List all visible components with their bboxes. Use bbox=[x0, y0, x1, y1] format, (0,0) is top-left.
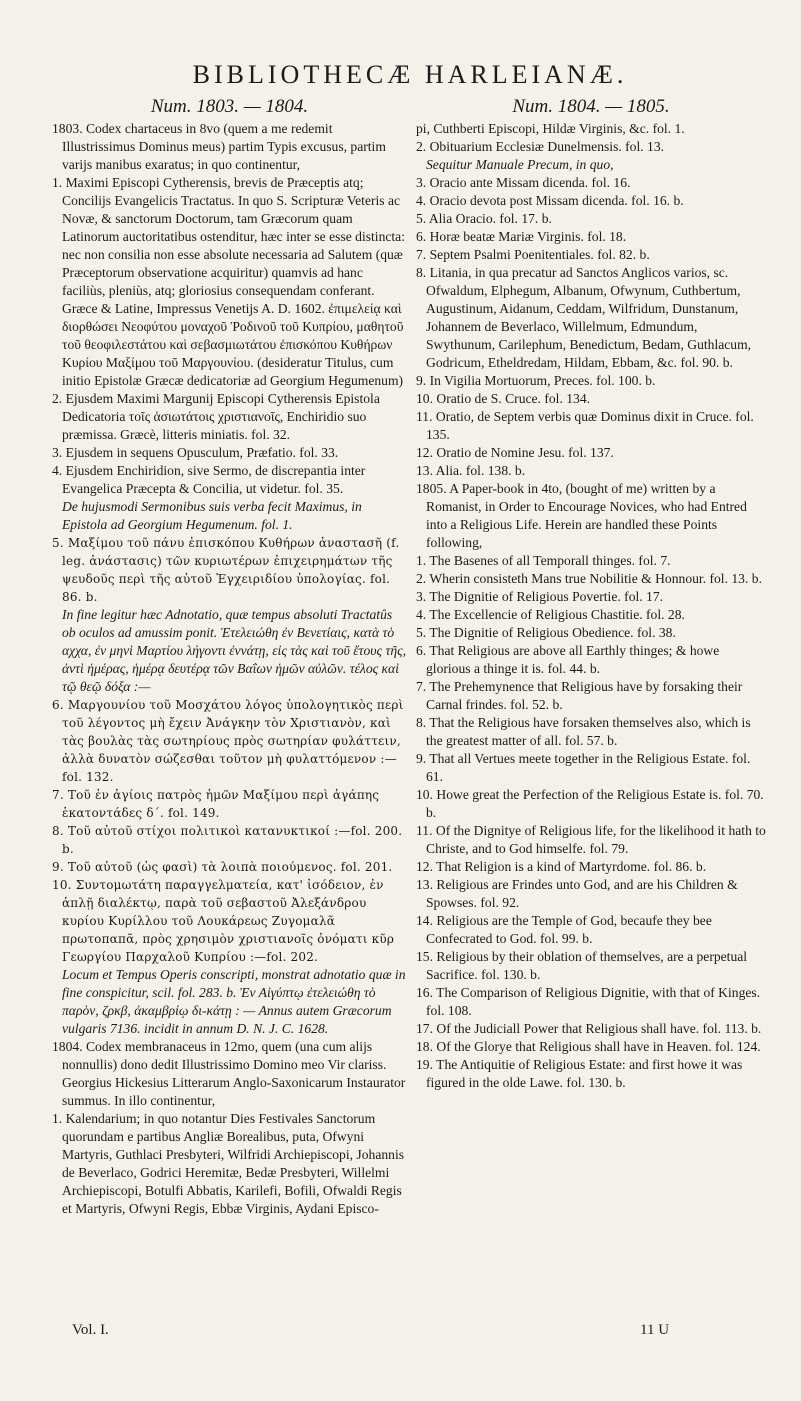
entry-1804-item-5: 5. Alia Oracio. fol. 17. b. bbox=[416, 211, 552, 226]
entry-1805-item-3: 3. The Dignitie of Religious Povertie. fol. 17. bbox=[416, 589, 664, 604]
entry-1804-item-13: 13. Alia. fol. 138. b. bbox=[416, 463, 526, 478]
entry-1805-item-8: 8. That the Religious have forsaken themselves also, which is the greatest matter of all. fol. 57. b. bbox=[416, 715, 751, 748]
entry-1805-item-12: 12. That Religion is a kind of Martyrdome. fol. 86. b. bbox=[416, 859, 707, 874]
entry-1804-item-10: 10. Oratio de S. Cruce. fol. 134. bbox=[416, 391, 591, 406]
entry-1805: 1805. A Paper-book in 4to, (bought of me) written by a Romanist, in Order to Encourage Novices, who had Entred into a Religious Life. Herein are handled these Points following, bbox=[416, 481, 747, 550]
entry-1803-item-9: 9. Τοῦ αὐτοῦ (ὡς φασὶ) τὰ λοιπὰ ποιούμενος. fol. 201. bbox=[52, 860, 393, 874]
entry-1805-item-9: 9. That all Vertues meete together in the Religious Estate. fol. 61. bbox=[416, 751, 751, 784]
entry-1805-item-17: 17. Of the Judiciall Power that Religious shall have. fol. 113. b. bbox=[416, 1021, 762, 1036]
entry-1803-item-5: 5. Μαξίμου τοῦ πάνυ ἐπισκόπου Κυθήρων ἀναστασῆ (f. leg. ἀνάστασις) τῶν κυριωτέρων ἐπιχειρημάτων τῆς ψευδοῦς περὶ τῆς αὐτοῦ Ἐγχειριδίου ὑπολογίας. fol. 86. b. bbox=[52, 536, 400, 604]
volume-number: Vol. I. bbox=[72, 1322, 109, 1338]
entry-1805-item-1: 1. The Basenes of all Temporall thinges. fol. 7. bbox=[416, 553, 671, 568]
entry-1804-item-3: 3. Oracio ante Missam dicenda. fol. 16. bbox=[416, 175, 631, 190]
entry-1804-item-11: 11. Oratio, de Septem verbis quæ Dominus dixit in Cruce. fol. 135. bbox=[416, 409, 754, 442]
entry-1805-item-4: 4. The Excellencie of Religious Chastitie. fol. 28. bbox=[416, 607, 685, 622]
running-head: BIBLIOTHECÆ HARLEIANÆ. bbox=[192, 60, 628, 89]
entry-1803-item-10-note: Locum et Tempus Operis conscripti, monstrat adnotatio quæ in fine conspicitur, scil. fol. 283. b. Ἐν Αἰγύπτῳ ἐτελειώθη τὸ παρὸν, ζρκβ, ἀκαμβρίῳ δι-κάτῃ : — Annus autem Græcorum vulgaris 7136. incidit in annum D. N. J. C. 1628. bbox=[62, 967, 406, 1036]
entry-1804-item-12: 12. Oratio de Nomine Jesu. fol. 137. bbox=[416, 445, 614, 460]
entry-1805-item-6: 6. That Religious are above all Earthly thinges; & howe glorious a thinge it is. fol. 44. b. bbox=[416, 643, 720, 676]
signature-mark: 11 U bbox=[640, 1322, 670, 1338]
entry-1805-item-5: 5. The Dignitie of Religious Obedience. fol. 38. bbox=[416, 625, 676, 640]
entry-1803-item-4: 4. Ejusdem Enchiridion, sive Sermo, de discrepantia inter Evangelica Præcepta & Concilia, ut videtur. fol. 35. bbox=[52, 463, 366, 496]
entry-1805-item-15: 15. Religious by their oblation of themselves, are a perpetual Sacrifice. fol. 130. b. bbox=[416, 949, 748, 982]
entry-1804-item-4: 4. Oracio devota post Missam dicenda. fol. 16. b. bbox=[416, 193, 684, 208]
entry-1803-item-3: 3. Ejusdem in sequens Opusculum, Præfatio. fol. 33. bbox=[52, 445, 339, 460]
entry-1803-item-6: 6. Μαργουνίου τοῦ Μοσχάτου λόγος ὑπολογητικὸς περὶ τοῦ λέγοντος μὴ ἔχειν Ἀνάγκην τὸν Χριστιανὸν, καὶ τὰς βουλὰς τὰς σωτηρίους πρὸς σωτηρίαν φυλάττειν, ἀλλὰ δυνατὸν σώζεσθαι τοῦτον μὴ φυλαττόμενον :—fol. 132. bbox=[52, 698, 404, 784]
entry-1805-item-13: 13. Religious are Frindes unto God, and are his Children & Spowses. fol. 92. bbox=[416, 877, 738, 910]
entry-1803-item-4-note: De hujusmodi Sermonibus suis verba fecit Maximus, in Epistola ad Georgium Hegumenum. fol. 1. bbox=[62, 499, 362, 532]
entry-1805-item-7: 7. The Prehemynence that Religious have by forsaking their Carnal frindes. fol. 52. b. bbox=[416, 679, 743, 712]
entry-1804-item-2: 2. Obituarium Ecclesiæ Dunelmensis. fol. 13. bbox=[416, 139, 665, 154]
entry-1804-item-7: 7. Septem Psalmi Poenitentiales. fol. 82. b. bbox=[416, 247, 650, 262]
entry-1804-item-8: 8. Litania, in qua precatur ad Sanctos Anglicos varios, sc. Ofwaldum, Elphegum, Albanum, Ofwynum, Cuthbertum, Augustinum, Aidanum, Ceddam, Wilfridum, Dunstanum, Johannem de Beverlaco, Willelmum, Edmundum, Swythunum, Carilephum, Benedictum, Bedam, Guthlacum, Godricum, Etheldredam, Hildam, Ebbam, &c. fol. 90. b. bbox=[416, 265, 752, 370]
entry-1803-item-2: 2. Ejusdem Maximi Margunij Episcopi Cytherensis Epistola Dedicatoria τοῖς ἁσιωτάτοις χριστιανοῖς, Enchiridio suo præmissa. Græcè, litteris miniatis. fol. 32. bbox=[52, 391, 380, 442]
entry-1805-item-19: 19. The Antiquitie of Religious Estate: and first howe it was figured in the olde Lawe. fol. 130. b. bbox=[416, 1057, 743, 1090]
entry-1803-item-8: 8. Τοῦ αὐτοῦ στίχοι πολιτικοὶ κατανυκτικοί :—fol. 200. b. bbox=[52, 824, 403, 856]
entry-1804-item-1: 1. Kalendarium; in quo notantur Dies Festivales Sanctorum quorundam e partibus Angliæ Borealibus, puta, Ofwyni Martyris, Guthlaci Presbyteri, Wilfridi Archiepiscopi, Johannis de Beverlaco, Godrici Heremitæ, Bedæ Presbyteri, Willelmi Archiepiscopi, Botulfi Abbatis, Karilefi, Bofili, Ofwaldi Regis et Martyris, Ofwyni Regis, Ebbæ Virginis, Aydani Episco- bbox=[52, 1111, 405, 1216]
entry-1804-continued: pi, Cuthberti Episcopi, Hildæ Virginis, &c. fol. 1. bbox=[416, 121, 685, 136]
entry-1803-item-7: 7. Τοῦ ἐν ἁγίοις πατρὸς ἡμῶν Μαξίμου περὶ ἀγάπης ἑκατοντάδες δ΄. fol. 149. bbox=[52, 788, 380, 820]
right-number-heading: Num. 1804. — 1805. bbox=[512, 96, 670, 117]
left-column bbox=[52, 98, 407, 1218]
left-number-heading: Num. 1803. — 1804. bbox=[150, 96, 309, 117]
entry-1803-item-10: 10. Συντομωτάτη παραγγελματεία, κατ' ἰσόδειον, ἐν ἁπλῇ διαλέκτῳ, παρὰ τοῦ σεβαστοῦ Ἀλεξάνδρου κυρίου Κυρίλλου τοῦ Λουκάρεως Ζυγομαλᾶ πρωτοπαπᾶ, πρὸς χρησιμὸν χριστιανοῖς ὀνόματι κῦρ Γεωργίου Παρχαλοῦ Κυπρίου :—fol. 202. bbox=[52, 878, 395, 964]
entry-1805-item-2: 2. Wherin consisteth Mans true Nobilitie & Honnour. fol. 13. b. bbox=[416, 571, 762, 586]
entry-1803-item-1: 1. Maximi Episcopi Cytherensis, brevis de Præceptis atq; Concilijs Evangelicis Tractatus. In quo S. Scripturæ Veteris ac Novæ, & sanctorum Doctorum, tam Græcorum quam Latinorum auctoritatibus ostenditur, hæc inter se esse distincta: nec non consilia non esse absolute necessaria ad Salutem (quæ Præceptorum observatione acquiritur) quamvis ad hanc faciliùs, pleniùs, atq; gloriosius consequendam conferant. Græce & Latine, Impressus Venetijs A. D. 1602. ἐπιμελείᾳ καὶ διορθώσει Νεοφύτου μοναχοῦ Ῥοδινοῦ τοῦ Κυπρίου, μαθητοῦ τοῦ θεοφιλεστάτου καὶ σεβασμιωτάτου ἐπισκόπου Κυθήρων Κυρίου Μαξίμου τοῦ Μαργουνίου. (desideratur Titulus, cum initio Epistolæ Græcæ dedicatoriæ ad Georgium Hegumenum) bbox=[52, 175, 405, 388]
entry-1804-item-9: 9. In Vigilia Mortuorum, Preces. fol. 100. b. bbox=[416, 373, 656, 388]
entry-1805-item-16: 16. The Comparison of Religious Dignitie, with that of Kinges. fol. 108. bbox=[416, 985, 761, 1018]
entry-1804-item-6: 6. Horæ beatæ Mariæ Virginis. fol. 18. bbox=[416, 229, 627, 244]
entry-1805-item-11: 11. Of the Dignitye of Religious life, for the likelihood it hath to Christe, and to God himselfe. fol. 79. bbox=[416, 823, 766, 856]
entry-1804-sequitur: Sequitur Manuale Precum, in quo, bbox=[426, 157, 614, 172]
entry-1805-item-14: 14. Religious are the Temple of God, becaufe they bee Confecrated to God. fol. 99. b. bbox=[416, 913, 712, 946]
entry-1805-item-18: 18. Of the Glorye that Religious shall have in Heaven. fol. 124. bbox=[416, 1039, 761, 1054]
entry-1804: 1804. Codex membranaceus in 12mo, quem (una cum alijs nonnullis) dono dedit Illustrissimo Domino meo Vir clariss. Georgius Hickesius Litterarum Anglo-Saxonicarum Instaurator summus. In illo continentur, bbox=[52, 1039, 406, 1108]
entry-1803-item-5-note: In fine legitur hæc Adnotatio, quæ tempus absoluti Tractatûs ob oculos ad amussim ponit. Ἐτελειώθη ἐν Βενετίαις, κατὰ τὸ αχχα, ἐν μηνὶ Μαρτίου λήγοντι ἐννάτῃ, εἰς τὰς καὶ τοῦ ἔτους τῆς, ἀντὶ ἡμέρας, ἡμέρᾳ δευτέρᾳ τῶν Βαΐων ἡμῶν αὐλῶν. τέλος καὶ τῷ θεῷ δόξα :— bbox=[62, 607, 406, 694]
entry-1803: 1803. Codex chartaceus in 8vo (quem a me redemit Illustrissimus Dominus meus) partim Typis excusus, partim varijs manibus exaratus; in quo continentur, bbox=[52, 121, 386, 172]
entry-1805-item-10: 10. Howe great the Perfection of the Religious Estate is. fol. 70. b. bbox=[416, 787, 764, 820]
right-column bbox=[416, 98, 766, 1092]
